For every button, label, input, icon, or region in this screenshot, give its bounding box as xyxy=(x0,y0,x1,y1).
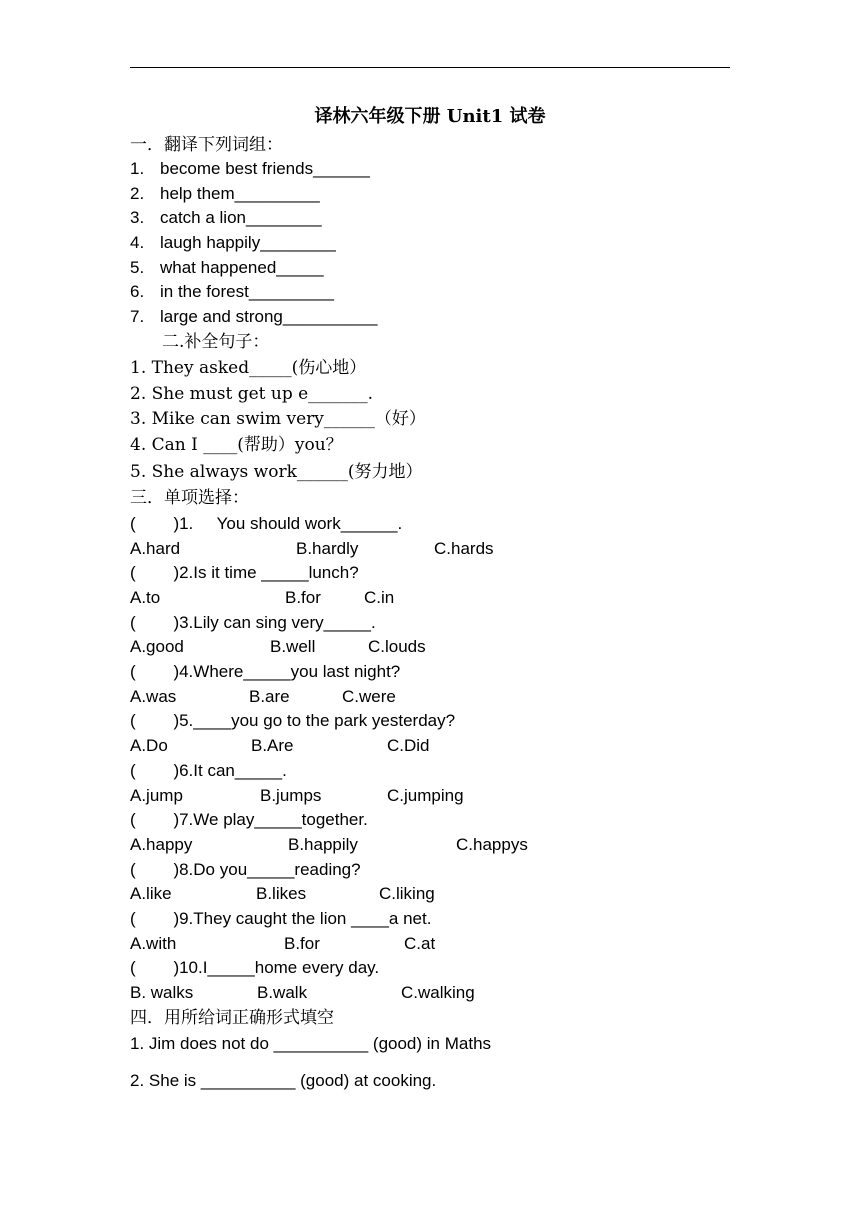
option-b: B.for xyxy=(285,588,321,607)
question-2: ( )2.Is it time _____lunch? xyxy=(130,563,359,582)
section-2-heading: 二.补全句子： xyxy=(162,332,270,352)
question-8: ( )8.Do you_____reading? xyxy=(130,860,361,879)
option-a: A.with xyxy=(130,934,177,953)
item-text: large and strong__________ xyxy=(160,307,378,326)
item-number: 4. xyxy=(130,233,145,252)
option-b: B.Are xyxy=(251,736,294,755)
option-a: A.happy xyxy=(130,835,193,854)
list-item xyxy=(130,158,370,180)
sentence-item: 5. She always work______(努力地） xyxy=(130,462,423,482)
option-a: A.to xyxy=(130,588,161,607)
header-rule xyxy=(130,67,730,68)
item-text: laugh happily________ xyxy=(160,233,336,252)
list-item xyxy=(130,183,320,205)
item-number: 2. xyxy=(130,184,145,203)
sentence-item: 2. She must get up e_______. xyxy=(130,384,374,404)
question-4: ( )4.Where_____you last night? xyxy=(130,662,401,681)
option-b: B.jumps xyxy=(260,786,322,805)
question-9: ( )9.They caught the lion ____a net. xyxy=(130,909,432,928)
option-c: C.walking xyxy=(401,983,475,1002)
option-c: C.hards xyxy=(434,539,494,558)
option-b: B.likes xyxy=(256,884,307,903)
page-title: 译林六年级下册 Unit1 试卷 xyxy=(314,106,546,127)
option-c: C.at xyxy=(404,934,436,953)
option-c: C.Did xyxy=(387,736,430,755)
question-1: ( )1. You should work______. xyxy=(130,514,403,533)
sentence-item: 1. They asked_____(伤心地） xyxy=(130,358,367,378)
option-a: A.hard xyxy=(130,539,181,558)
option-b: B.happily xyxy=(288,835,358,854)
section-3-heading: 三．单项选择： xyxy=(130,488,249,508)
option-a: A.good xyxy=(130,637,184,656)
item-number: 3. xyxy=(130,208,145,227)
option-b: B.for xyxy=(284,934,320,953)
question-3: ( )3.Lily can sing very_____. xyxy=(130,613,376,632)
option-c: C.liking xyxy=(379,884,435,903)
option-c: C.in xyxy=(364,588,395,607)
section-1-heading: 一．翻译下列词组： xyxy=(130,135,283,155)
item-text: help them_________ xyxy=(160,184,320,203)
section-4-heading: 四．用所给词正确形式填空 xyxy=(130,1008,334,1028)
option-a: A.like xyxy=(130,884,172,903)
question-10: ( )10.I_____home every day. xyxy=(130,958,380,977)
list-item xyxy=(130,207,322,229)
option-a: A.Do xyxy=(130,736,168,755)
sentence-item: 4. Can I ____(帮助）you？ xyxy=(130,435,343,455)
option-c: C.happys xyxy=(456,835,528,854)
option-b: B.well xyxy=(270,637,316,656)
item-text: become best friends______ xyxy=(160,159,370,178)
option-a: B. walks xyxy=(130,983,194,1002)
sentence-item: 3. Mike can swim very______（好） xyxy=(130,409,426,429)
option-c: C.were xyxy=(342,687,396,706)
option-b: B.hardly xyxy=(296,539,359,558)
question-6: ( )6.It can_____. xyxy=(130,761,287,780)
item-text: catch a lion________ xyxy=(160,208,322,227)
question-5: ( )5.____you go to the park yesterday? xyxy=(130,711,456,730)
fill-item: 2. She is __________ (good) at cooking. xyxy=(130,1071,437,1090)
option-c: C.louds xyxy=(368,637,426,656)
question-7: ( )7.We play_____together. xyxy=(130,810,368,829)
item-number: 5. xyxy=(130,258,145,277)
option-b: B.are xyxy=(249,687,290,706)
option-a: A.was xyxy=(130,687,177,706)
list-item xyxy=(130,281,334,303)
option-c: C.jumping xyxy=(387,786,464,805)
item-number: 6. xyxy=(130,282,145,301)
option-a: A.jump xyxy=(130,786,183,805)
list-item xyxy=(130,232,336,254)
item-text: what happened_____ xyxy=(160,258,324,277)
option-b: B.walk xyxy=(257,983,308,1002)
item-text: in the forest_________ xyxy=(160,282,334,301)
item-number: 1. xyxy=(130,159,145,178)
fill-item: 1. Jim does not do __________ (good) in Maths xyxy=(130,1034,492,1053)
list-item xyxy=(130,306,377,328)
item-number: 7. xyxy=(130,307,145,326)
list-item xyxy=(130,257,324,279)
